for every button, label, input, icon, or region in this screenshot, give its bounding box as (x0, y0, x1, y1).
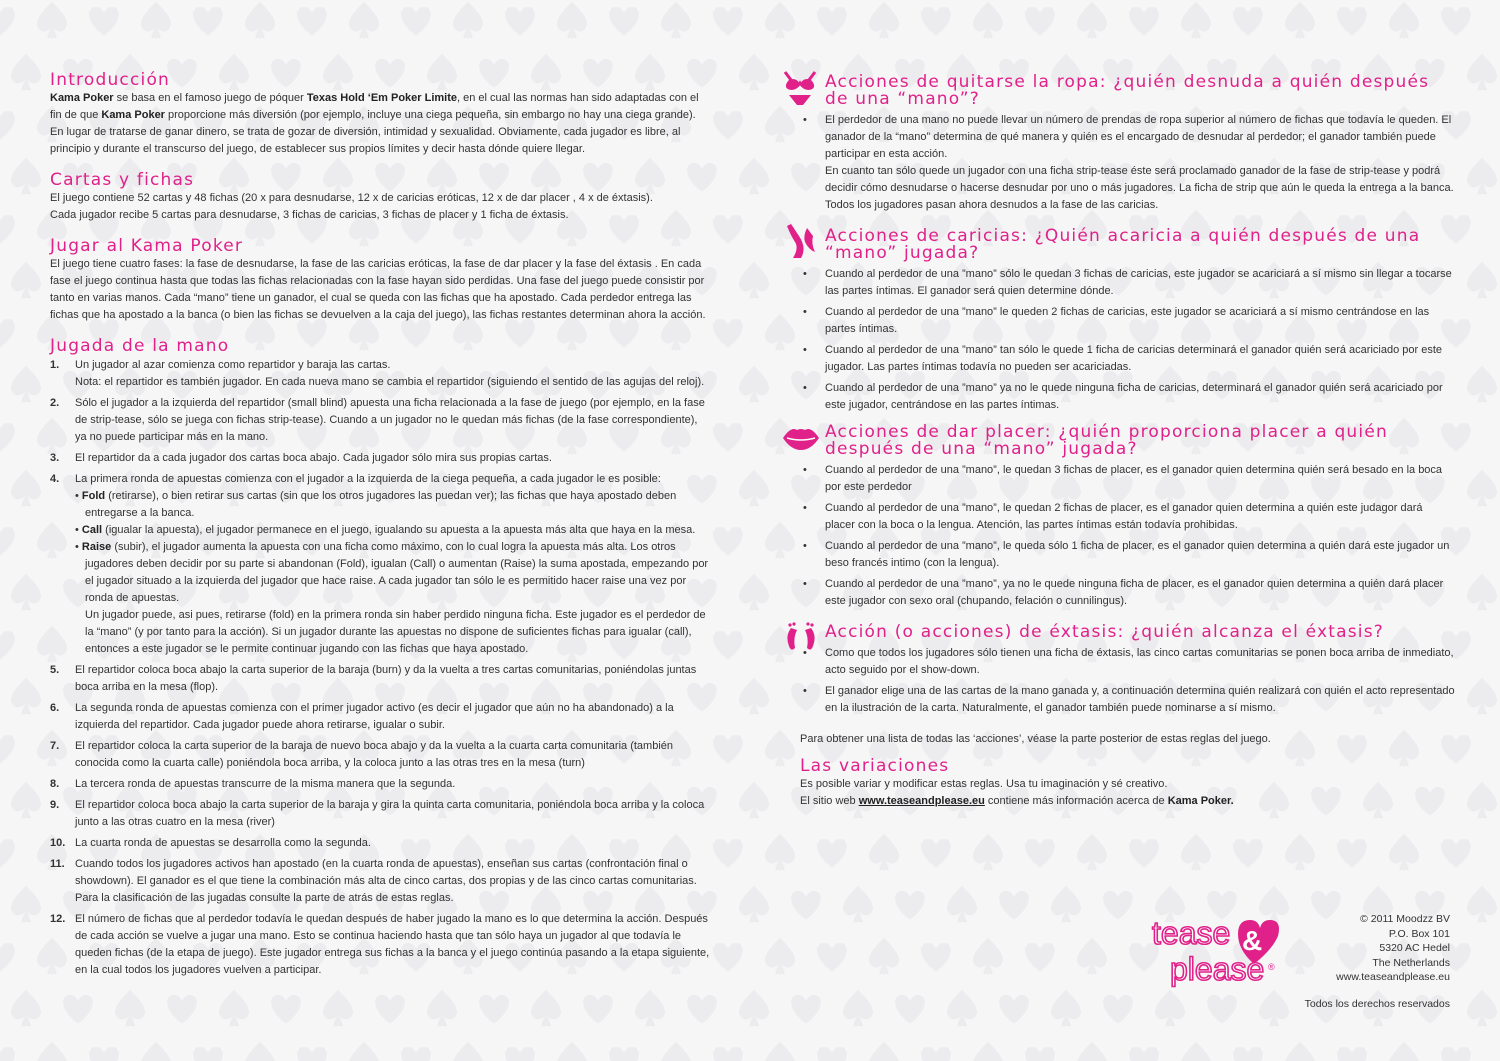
step-item: 8. La tercera ronda de apuestas transcurre de la misma manera que la segunda. (50, 778, 456, 790)
jugar-text: El juego tiene cuatro fases: la fase de desnudarse, la fase de las caricias eróticas, la fase de dar placer y la fase del éxtasis . En cada fase el juego continua hasta que todas las fichas relacionadas con la fase hayan sido perdidas. Una fase del juego puede consistir por tanto en varias manos. Cada “mano” tiene un ganador, el cual se queda con las fichas que ha apostado. Cada perdedor entrega las fichas que ha apostado a la banca (o bien las fichas se devuelven a la caja del juego), las fichas restantes determinan ahora la acción. (50, 258, 706, 321)
svg-text:please: please (1170, 951, 1265, 987)
variaciones-title: Las variaciones (800, 756, 950, 776)
intro-title: Introducción (50, 70, 171, 90)
section-caricias (785, 228, 1455, 414)
website-link[interactable]: www.teaseandplease.eu (858, 795, 985, 807)
step-item: 1. Un jugador al azar comienza como repartidor y baraja las cartas. Nota: el repartidor es también jugador. En cada nueva mano se cambia el repartidor (siguiendo el sentido de las agujas del reloj). (50, 359, 705, 388)
caricias-list (803, 266, 1455, 414)
list-item: • Cuando al perdedor de una ”mano”, le quedan 2 fichas de placer, es el ganador quien determina a quién este judagor dará placer con la boca o la lengua. Atención, las partes íntimas están todavía prohibidas. (803, 502, 1423, 531)
list-item: • Cuando al perdedor de una ”mano” le queden 2 fichas de caricias, este jugador se acariciará a sí mismo centrándose en las partes íntimas. (803, 306, 1430, 335)
step-item: 2. Sólo el jugador a la izquierda del repartidor (small blind) apuesta una ficha relacionada a la fase de juego (por ejemplo, en la fase de strip-tease, sólo se juega con fichas strip-tease). Cuando a un jugador no le quedan más fichas (de la fase correspondiente), ya no puede participar más en la mano. (50, 397, 705, 443)
intro-text: Kama Poker se basa en el famoso juego de póquer Texas Hold ‘Em Poker Limite, en el cual las normas han sido adaptadas con el fin de que Kama Poker proporcione más diversión (por ejemplo, incluye una ciega pequeña, sin embargo no hay una ciega grande). En lugar de tratarse de ganar dinero, se trata de gozar de diversión, intimidad y sexualidad. Obviamente, cada jugador es libre, al principio y durante el transcurso del juego, de establecer sus propios límites y decir hasta dónde quiere llegar. (50, 92, 699, 155)
step-item: 10. La cuarta ronda de apuestas se desarrolla como la segunda. (50, 837, 371, 849)
placer-list (803, 462, 1455, 610)
list-item: • Cuando al perdedor de una ”mano”, le queda sólo 1 ficha de placer, es el ganador quien determina a quién dará este jugador un beso francés intimo (con la lengua). (803, 540, 1450, 569)
jugar-title: Jugar al Kama Poker (50, 236, 244, 256)
step-item: 7. El repartidor coloca la carta superior de la baraja de nuevo boca abajo y da la vuelta a la cuarta carta comunitaria (también conocida como la cuarta calle) poniéndola boca arriba, y la coloca junto a las otras tres en la mesa (turn) (50, 740, 674, 769)
ropa-list (803, 112, 1455, 214)
lingerie-icon (781, 68, 821, 108)
list-item: • El perdedor de una mano no puede llevar un número de prendas de ropa superior al número de fichas que todavía le queden. El ganador de la “mano” determina de qué manera y quién es el encargado de desnudar al perdedor; el ganador también puede participar en esta acción. En cuanto tan sólo quede un jugador con una ficha strip-tease éste será proclamado ganador de la fase de strip-tease y podrá decidir cómo desnudarse o hacerse desnudar por uno o más jugadores. La ficha de strip que aún le queda la entrega a la banca. Todos los jugadores pasan ahora desnudos a la fase de las caricias. (803, 114, 1454, 211)
extasis-list (803, 645, 1455, 717)
list-item: • Cuando al perdedor de una ”mano” sólo le quedan 3 fichas de caricias, este jugador se acariciará a sí mismo sin llegar a tocarse las partes íntimas. El ganador será quien determine dónde. (803, 268, 1452, 297)
cartas-title: Cartas y fichas (50, 170, 195, 190)
step-item: 11. Cuando todos los jugadores activos han apostado (en la cuarta ronda de apuestas), enseñan sus cartas (confrontación final o showdown). El ganador es el que tiene la combinación más alta de cinco cartas, dos propias y de las cinco cartas comunitarias. Para la clasificación de las jugadas consulte la parte de atrás de estas reglas. (50, 858, 697, 904)
section-placer (785, 424, 1455, 610)
lips-icon (781, 418, 821, 458)
hands-icon (781, 222, 821, 262)
option-call: • Call (igualar la apuesta), el jugador permanece en el juego, igualando su apuesta a la apuesta más alta que haya en la mesa. (75, 524, 696, 536)
company-address: © 2011 Moodzz BV P.O. Box 101 5320 AC Hedel The Netherlands www.teaseandplease.eu (1336, 913, 1450, 983)
extasis-title: Acción (o acciones) de éxtasis: ¿quién alcanza el éxtasis? (825, 622, 1384, 642)
step-item: 12. El número de fichas que al perdedor todavía le quedan después de haber jugado la mano es lo que determina la acción. Después de cada acción se vuelve a jugar una mano. Esto se continua haciendo hasta que tan sólo haya un jugador al que todavía le queden fichas (de la etapa de juego). Este jugador entrega sus fichas a la banca y el juego continúa pasando a la etapa siguiente, en la cual todos los jugadores vuelven a participar. (50, 913, 710, 976)
svg-text:®: ® (1268, 962, 1275, 972)
cartas-text: El juego contiene 52 cartas y 48 fichas (20 x para desnudarse, 12 x de caricias eróticas, 12 x de dar placer , 4 x de éxtasis). Cada jugador recibe 5 cartas para desnudarse, 3 fichas de caricias, 3 fichas de placer y 1 ficha de éxtasis. (50, 192, 653, 221)
ropa-title: Acciones de quitarse la ropa: ¿quién desnuda a quién después de una “mano”? (825, 72, 1430, 109)
left-column (50, 72, 710, 983)
section-extasis (785, 624, 1455, 717)
placer-title: Acciones de dar placer: ¿quién proporciona placer a quién después de una “mano” jugada? (825, 422, 1388, 459)
option-fold: • Fold (retirarse), o bien retirar sus cartas (sin que los otros jugadores las puedan ver); las fichas que haya apostado deben entregarse a la banca. (75, 490, 677, 519)
right-column (785, 74, 1455, 810)
steps-list (50, 357, 710, 979)
step-item: 5. El repartidor coloca boca abajo la carta superior de la baraja (burn) y da la vuelta a tres cartas comunitarias, poniéndolas juntas boca arriba en la mesa (flop). (50, 664, 697, 693)
step-item: 6. La segunda ronda de apuestas comienza con el primer jugador activo (es decir el jugador que aún no ha abandonado) a la izquierda del repartidor. Cada jugador puede ahora retirarse, igualar o subir. (50, 702, 674, 731)
section-variaciones (800, 758, 1455, 810)
svg-text:&: & (1242, 925, 1263, 956)
rights-reserved: Todos los derechos reservados (1304, 998, 1450, 1010)
jugada-title: Jugada de la mano (50, 336, 230, 356)
caricias-title: Acciones de caricias: ¿Quién acaricia a quién después de una “mano” jugada? (825, 226, 1421, 263)
list-item: • Cuando al perdedor de una ”mano”, le quedan 3 fichas de placer, es el ganador quien determina quién será besado en la boca por este perdedor (803, 464, 1443, 493)
step-item: 9. El repartidor coloca boca abajo la carta superior de la baraja y gira la quinta carta comunitaria, poniéndola boca arriba y la coloca junto a las otras cuatro en la mesa (river) (50, 799, 705, 828)
step-item: 3. El repartidor da a cada jugador dos cartas boca abajo. Cada jugador sólo mira sus propias cartas. (50, 452, 552, 464)
list-item: • Como que todos los jugadores sólo tienen una ficha de éxtasis, las cinco cartas comunitarias se ponen boca arriba de inmediato, acto seguido por el show-down. (803, 647, 1454, 676)
tease-please-logo (1150, 912, 1280, 992)
list-item: • Cuando al perdedor de una ”mano” tan sólo le quede 1 ficha de caricias determinará el ganador quién será acariciado por este jugador. Las partes íntimas todavía no pueden ser acariciadas. (803, 344, 1442, 373)
svg-text:tease: tease (1152, 915, 1231, 951)
variaciones-text: Es posible variar y modificar estas reglas. Usa tu imaginación y sé creativo. El sitio web www.teaseandplease.eu contiene más información acerca de Kama Poker. (800, 778, 1234, 807)
list-item: • Cuando al perdedor de una ”mano”, ya no le quede ninguna ficha de placer, es el ganador quien determina a quién dará placer este jugador con sexo oral (chupando, felación o cunnilingus). (803, 578, 1444, 607)
step-item: 4. La primera ronda de apuestas comienza con el jugador a la izquierda de la ciega pequeña, a cada jugador le es posible: • Fold (retirarse), o bien retirar sus cartas (sin que los otros jugadores las puedan ver); las fichas que haya apostado deben entregarse a la banca. • Call (igualar la apuesta), el jugador permanece en el juego, igualando su apuesta a la apuesta más alta que haya en la mesa. • Raise (subir), el jugador aumenta la apuesta con una ficha como máximo, con lo cual logra la apuesta más alta. Los otros jugadores deben decidir por su parte si abandonan (Fold), igualan (Call) o aumentan (Raise) la suma apostada, empezando por el jugador situado a la izquierda del jugador que hace raise. A cada jugador tan sólo le es permitido hacer raise una vez por ronda de apuestas. Un jugador puede, asi pues, retirarse (fold) en la primera ronda sin haber perdido ninguna ficha. Este jugador es el perdedor de la “mano” (y por tanto para la acción). Si un jugador durante las apuestas no dispone de suficientes fichas para igualar (call), entonces a este jugador se le permite continuar jugando con las fichas que haya apostado. (50, 473, 709, 655)
actions-note: Para obtener una lista de todas las ‘acciones’, véase la parte posterior de estas reglas del juego. (800, 733, 1271, 745)
section-ropa (785, 74, 1455, 214)
list-item: • El ganador elige una de las cartas de la mano ganada y, a continuación determina quién realizará con quién el acto representado en la ilustración de la carta. Naturalmente, el ganador también puede nominarse a sí mismo. (803, 685, 1455, 714)
list-item: • Cuando al perdedor de una ”mano” ya no le quede ninguna ficha de caricias, determinará el ganador quién será acariciado por este jugador, centrándose en las partes íntimas. (803, 382, 1443, 411)
option-raise: • Raise (subir), el jugador aumenta la apuesta con una ficha como máximo, con lo cual logra la apuesta más alta. Los otros jugadores deben decidir por su parte si abandonan (Fold), igualan (Call) o aumentan (Raise) la suma apostada, empezando por el jugador situado a la izquierda del jugador que hace raise. A cada jugador tan sólo le es permitido hacer raise una vez por ronda de apuestas. (75, 541, 709, 604)
